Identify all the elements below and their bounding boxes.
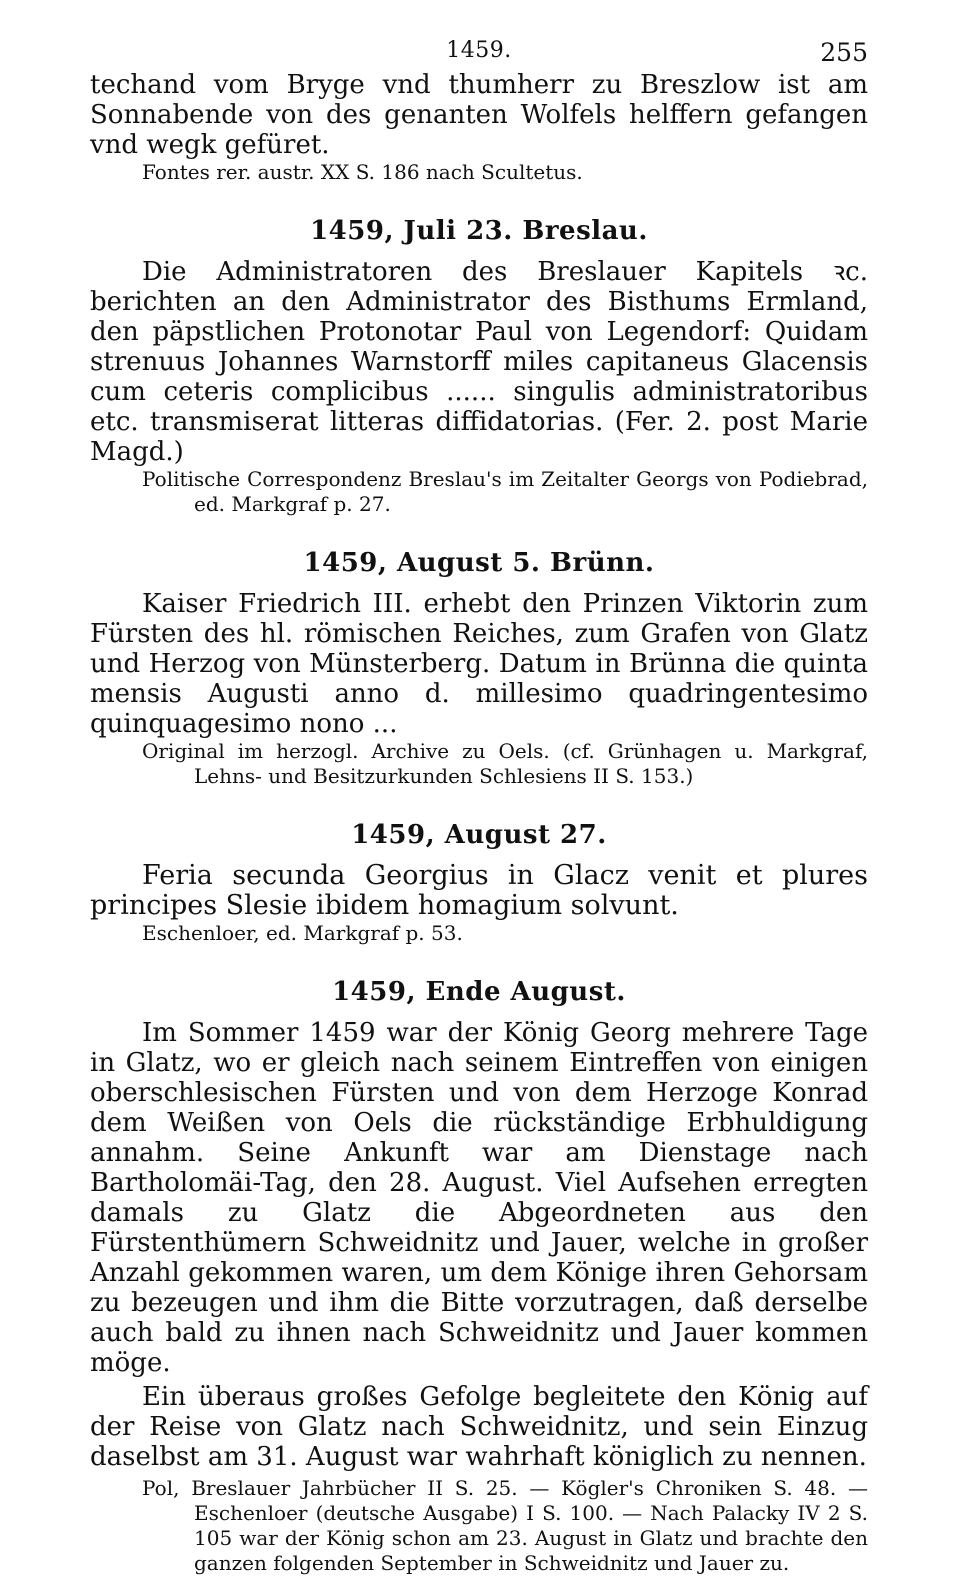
continuation-text: techand vom Bryge vnd thumherr zu Breszlow ist am Sonnabende von des genanten Wolfels helffern gefangen vnd wegk gefüret. bbox=[90, 70, 868, 160]
running-head-year: 1459. bbox=[446, 38, 512, 63]
entry-source: Eschenloer, ed. Markgraf p. 53. bbox=[142, 921, 463, 945]
continuation-source: Fontes rer. austr. XX S. 186 nach Scultetus. bbox=[142, 160, 583, 184]
entry-source: Pol, Breslauer Jahrbücher II S. 25. — Kögler's Chroniken S. 48. — Eschenloer (deutsche Ausgabe) I S. 100. — Nach Palacky IV 2 S. 105 war der König schon am 23. August in Glatz und brachte den ganzen folgenden September in Schweidnitz und Jauer zu. bbox=[142, 1476, 868, 1575]
entry-heading: 1459, August 27. bbox=[351, 820, 607, 850]
entry-august-27 bbox=[90, 819, 868, 946]
entry-august-5 bbox=[90, 547, 868, 789]
entry-paragraph: Ein überaus großes Gefolge begleitete den König auf der Reise von Glatz nach Schweidnitz, und sein Einzug daselbst am 31. August war wahrhaft königlich zu nennen. bbox=[90, 1382, 868, 1472]
entry-heading: 1459, August 5. Brünn. bbox=[303, 548, 655, 578]
entry-ende-august bbox=[90, 976, 868, 1576]
entry-text: Die Administratoren des Breslauer Kapitels ꝛc. berichten an den Administrator des Bisthums Ermland, den päpstlichen Protonotar Paul von Legendorf: Quidam strenuus Johannes Warnstorff miles capitaneus Glacensis cum ceteris complicibus ...... singulis administratoribus etc. transmiserat litteras diffidatorias. (Fer. 2. post Marie Magd.) bbox=[90, 257, 868, 467]
entry-heading: 1459, Juli 23. Breslau. bbox=[310, 216, 648, 246]
page-number: 255 bbox=[820, 38, 868, 67]
entry-text: Kaiser Friedrich III. erhebt den Prinzen Viktorin zum Fürsten des hl. römischen Reiches, zum Grafen von Glatz und Herzog von Münsterberg. Datum in Brünna die quinta mensis Augusti anno d. millesimo quadringentesimo quinquagesimo nono ... bbox=[90, 589, 868, 739]
entry-heading: 1459, Ende August. bbox=[332, 977, 626, 1007]
entry-paragraph: Im Sommer 1459 war der König Georg mehrere Tage in Glatz, wo er gleich nach seinem Eintreffen von einigen oberschlesischen Fürsten und von dem Herzoge Konrad dem Weißen von Oels die rückständige Erbhuldigung annahm. Seine Ankunft war am Dienstage nach Bartholomäi-Tag, den 28. August. Viel Aufsehen erregten damals zu Glatz die Abgeordneten aus den Fürstenthümern Schweidnitz und Jauer, welche in großer Anzahl gekommen waren, um dem Könige ihren Gehorsam zu bezeugen und ihm die Bitte vorzutragen, daß derselbe auch bald zu ihnen nach Schweidnitz und Jauer kommen möge. bbox=[90, 1018, 868, 1378]
running-head bbox=[90, 0, 868, 70]
entry-source: Politische Correspondenz Breslau's im Zeitalter Georgs von Podiebrad, ed. Markgraf p. 27. bbox=[142, 467, 868, 516]
entry-source: Original im herzogl. Archive zu Oels. (cf. Grünhagen u. Markgraf, Lehns- und Besitzurkunden Schlesiens II S. 153.) bbox=[142, 739, 868, 788]
entry-juli-23 bbox=[90, 215, 868, 517]
continuation-block bbox=[90, 70, 868, 185]
entry-text: Feria secunda Georgius in Glacz venit et plures principes Slesie ibidem homagium solvunt. bbox=[90, 860, 868, 921]
